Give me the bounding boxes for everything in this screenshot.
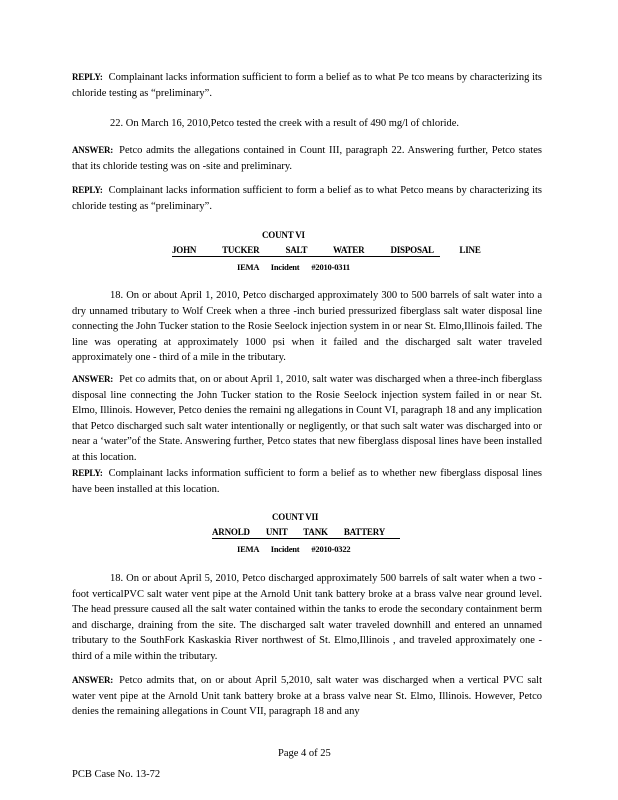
count-vi-incident: IEMA Incident #2010-0311 [237, 262, 350, 272]
paragraph-18-count-vi: 18. On or about April 1, 2010, Petco discharged approximately 300 to 500 barrels of salt water into a dry unnamed tributary to Wolf Creek when a three -inch buried pressurized fiberglass salt water disposal line connecting the John Tucker station to the Rosie Seelock injection system in or near St. Elmo,Illinois failed. The line was operating at approximately 1000 psi when it failed and the discharged salt water traveled approximately one - third of a mile in the tributary. [72, 290, 542, 363]
reply-block-3 [72, 466, 542, 497]
count-vi-title: JOHN TUCKER SALT WATER DISPOSAL LINE [172, 245, 481, 255]
reply-block-1 [72, 70, 542, 101]
reply-label: REPLY: [72, 468, 103, 478]
count-vii-title: ARNOLD UNIT TANK BATTERY [212, 527, 400, 539]
answer-label: ANSWER: [72, 374, 114, 384]
answer-block-18-count-vi [72, 372, 542, 465]
count-vii-heading: COUNT VII [272, 512, 319, 522]
answer-text: Petco admits the allegations contained in Count III, paragraph 22. Answering further, Petco states that its chloride testing was on -site and preliminary. [72, 145, 542, 172]
reply-label: REPLY: [72, 72, 103, 82]
answer-block-18-count-vii [72, 673, 542, 720]
reply-block-2 [72, 183, 542, 214]
paragraph-22: 22. On March 16, 2010,Petco tested the creek with a result of 490 mg/l of chloride. [110, 118, 460, 129]
case-number: PCB Case No. 13-72 [72, 769, 161, 780]
answer-label: ANSWER: [72, 145, 114, 155]
count-vii-incident: IEMA Incident #2010-0322 [237, 544, 351, 554]
reply-text: Complainant lacks information sufficient to form a belief as to whether new fiberglass disposal lines have been installed at this location. [72, 468, 542, 495]
reply-label: REPLY: [72, 185, 103, 195]
reply-text: Complainant lacks information sufficient to form a belief as to what Petco means by characterizing its chloride testing as “preliminary”. [72, 185, 542, 212]
answer-block-22 [72, 143, 542, 174]
answer-text: Petco admits that, on or about April 5,2010, salt water was discharged when a vertical PVC salt water vent pipe at the Arnold Unit tank battery broke at a brass valve near St. Elmo, Illinois. However, Petco denies the remaining allegations in Count VII, paragraph 18 and any [72, 675, 542, 717]
reply-text: Complainant lacks information sufficient to form a belief as to what Pe tco means by characterizing its chloride testing as “preliminary”. [72, 72, 542, 99]
page-number: Page 4 of 25 [278, 748, 331, 759]
count-vi-heading: COUNT VI [262, 230, 305, 240]
answer-text: Pet co admits that, on or about April 1, 2010, salt water was discharged when a three-inch fiberglass disposal line connecting the John Tucker station to the Rosie Seelock injection system failed in or near St. Elmo, Illinois. However, Petco denies the remaini ng allegations in Count VI, paragraph 18 and any implication that Petco discharged such salt water intentionally or negligently, or that such salt water was discharged into or near a ‘water”of the State. Answering further, Petco states that new fiberglass disposal lines have been installed at this location. [72, 374, 542, 463]
answer-label: ANSWER: [72, 675, 114, 685]
paragraph-18-count-vii: 18. On or about April 5, 2010, Petco discharged approximately 500 barrels of salt water when a two -foot verticalPVC salt water vent pipe at the Arnold Unit tank battery broke at a brass valve near ground level. The head pressure caused all the salt water contained within the tanks to erode the secondary containment berm and discharge, draining from the site. The discharged salt water traveled downhill and entered an unnamed tributary to the SouthFork Kaskaskia River northwest of St. Elmo,Illinois , and traveled approximately one -third of a mile within the tributary. [72, 573, 542, 662]
